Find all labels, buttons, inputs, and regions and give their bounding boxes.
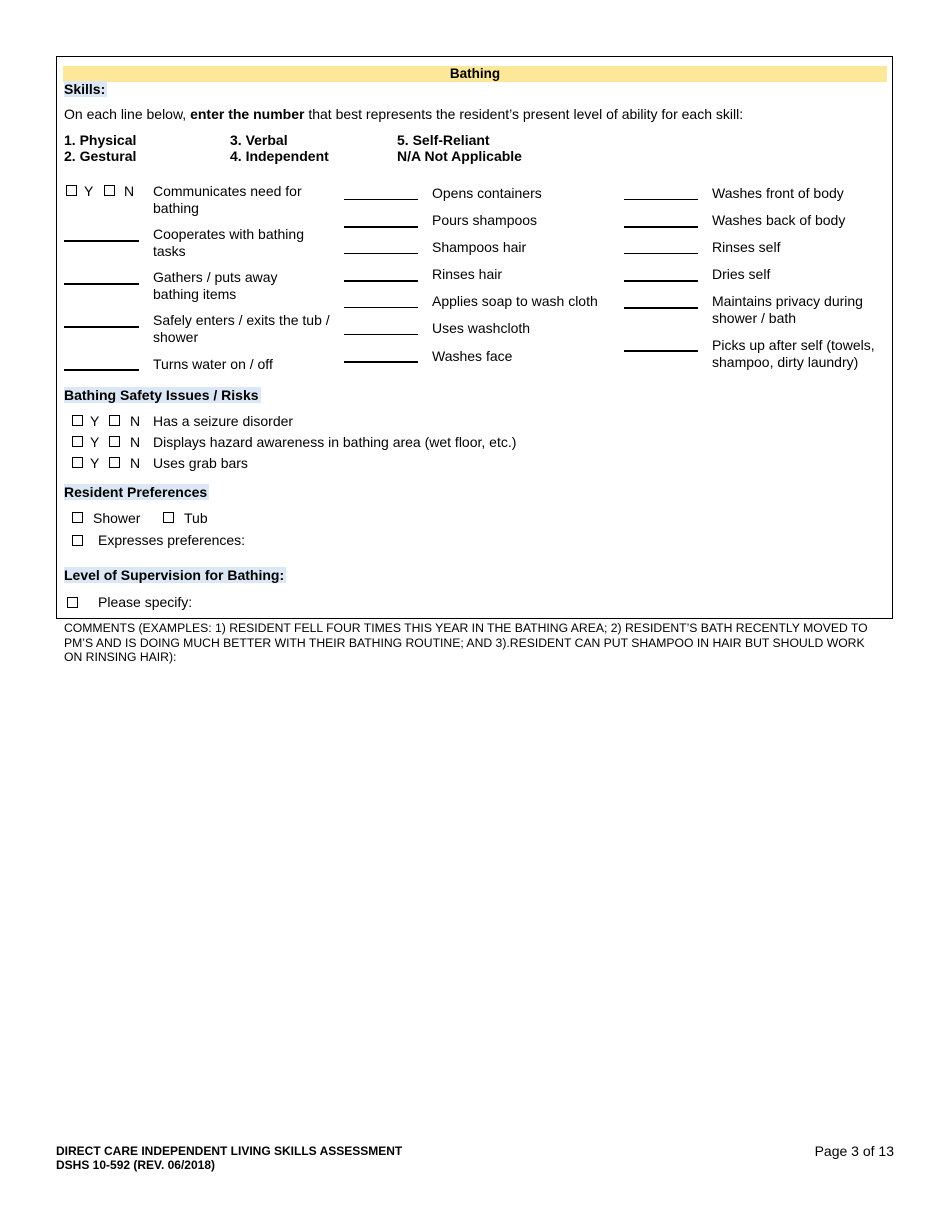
skill-picks-up-entry[interactable] [624,350,698,352]
legend-self-reliant: 5. Self-Reliant [397,132,490,148]
safety-heading: Bathing Safety Issues / Risks [64,387,259,403]
skills-heading: Skills: [64,81,106,97]
skill-enters-exits: Safely enters / exits the tub / shower [153,312,330,345]
skill-dries-entry[interactable] [624,280,698,282]
form-number: DSHS 10-592 (REV. 06/2018) [56,1158,215,1172]
legend-gestural: 2. Gestural [64,148,137,164]
yes-label: Y [90,455,100,471]
seizure-yes-checkbox[interactable] [72,415,83,426]
please-specify-label: Please specify: [98,594,193,610]
safety-seizure: Has a seizure disorder [153,413,294,429]
shower-label: Shower [93,510,141,526]
form-title: DIRECT CARE INDEPENDENT LIVING SKILLS ASSESSMENT [56,1144,403,1158]
skill-dries: Dries self [712,266,771,282]
skill-soap-entry[interactable] [344,307,418,308]
skill-front-entry[interactable] [624,199,698,200]
no-label: N [124,183,135,199]
skill-gathers: Gathers / puts away bathing items [153,269,278,302]
skill-cooperates-entry[interactable] [64,240,139,242]
skill-gathers-entry[interactable] [64,283,139,285]
skill-washcloth: Uses washcloth [432,320,531,336]
skill-back: Washes back of body [712,212,846,228]
skill-shampoos-entry[interactable] [344,253,418,254]
skill-communicates-need: Communicates need for bathing [153,183,302,216]
yes-label: Y [90,434,100,450]
grab-bars-no-checkbox[interactable] [109,457,120,468]
yes-label: Y [84,183,94,199]
skill-cooperates: Cooperates with bathing tasks [153,226,304,259]
supervision-heading: Level of Supervision for Bathing: [64,567,285,583]
yes-label: Y [90,413,100,429]
skill-enters-exits-entry[interactable] [64,326,139,328]
skill-pours-entry[interactable] [344,226,418,228]
skill-face-entry[interactable] [344,361,418,363]
skill-back-entry[interactable] [624,226,698,228]
hazard-yes-checkbox[interactable] [72,436,83,447]
page-number: Page 3 of 13 [814,1143,894,1159]
communicates-yes-checkbox[interactable] [66,185,77,196]
skill-opens-entry[interactable] [344,199,418,200]
skill-washcloth-entry[interactable] [344,334,418,335]
hazard-no-checkbox[interactable] [109,436,120,447]
skill-picks-up: Picks up after self (towels, shampoo, dirty laundry) [712,337,875,370]
skill-rinses-self-entry[interactable] [624,253,698,254]
no-label: N [130,434,141,450]
tub-label: Tub [184,510,208,526]
skill-opens: Opens containers [432,185,542,201]
skill-privacy: Maintains privacy during shower / bath [712,293,863,326]
skill-face: Washes face [432,348,513,364]
please-specify-checkbox[interactable] [67,597,78,608]
legend-verbal: 3. Verbal [230,132,288,148]
skill-rinses-self: Rinses self [712,239,781,255]
expresses-preferences-label: Expresses preferences: [98,532,246,548]
tub-checkbox[interactable] [163,512,174,523]
safety-hazard: Displays hazard awareness in bathing area (wet floor, etc.) [153,434,517,450]
skill-water-entry[interactable] [64,369,139,371]
legend-not-applicable: N/A Not Applicable [397,148,522,164]
skill-shampoos: Shampoos hair [432,239,527,255]
skill-front: Washes front of body [712,185,844,201]
skill-rinses-hair: Rinses hair [432,266,503,282]
no-label: N [130,455,141,471]
skill-privacy-entry[interactable] [624,307,698,309]
shower-checkbox[interactable] [72,512,83,523]
skill-rinses-hair-entry[interactable] [344,280,418,282]
skill-pours: Pours shampoos [432,212,538,228]
communicates-no-checkbox[interactable] [104,185,115,196]
skill-water: Turns water on / off [153,356,273,372]
seizure-no-checkbox[interactable] [109,415,120,426]
comments-prompt: COMMENTS (EXAMPLES: 1) RESIDENT FELL FOUR TIMES THIS YEAR IN THE BATHING AREA; 2) RESIDENT’S BATH RECENTLY MOVED TO PM’S AND IS DOING MUCH BETTER WITH THEIR BATHING ROUTINE; AND 3).RESIDENT CAN PUT SHAMPOO IN HAIR BUT SHOULD WORK ON RINSING HAIR): [64,621,868,664]
skill-soap: Applies soap to wash cloth [432,293,598,309]
grab-bars-yes-checkbox[interactable] [72,457,83,468]
comments-area[interactable] [64,668,884,1128]
no-label: N [130,413,141,429]
preferences-heading: Resident Preferences [64,484,208,500]
legend-physical: 1. Physical [64,132,137,148]
skills-instruction: On each line below, enter the number that best represents the resident’s present level of ability for each skill: [64,106,744,122]
section-title: Bathing [63,66,887,82]
legend-independent: 4. Independent [230,148,329,164]
expresses-preferences-checkbox[interactable] [72,535,83,546]
safety-grab-bars: Uses grab bars [153,455,248,471]
